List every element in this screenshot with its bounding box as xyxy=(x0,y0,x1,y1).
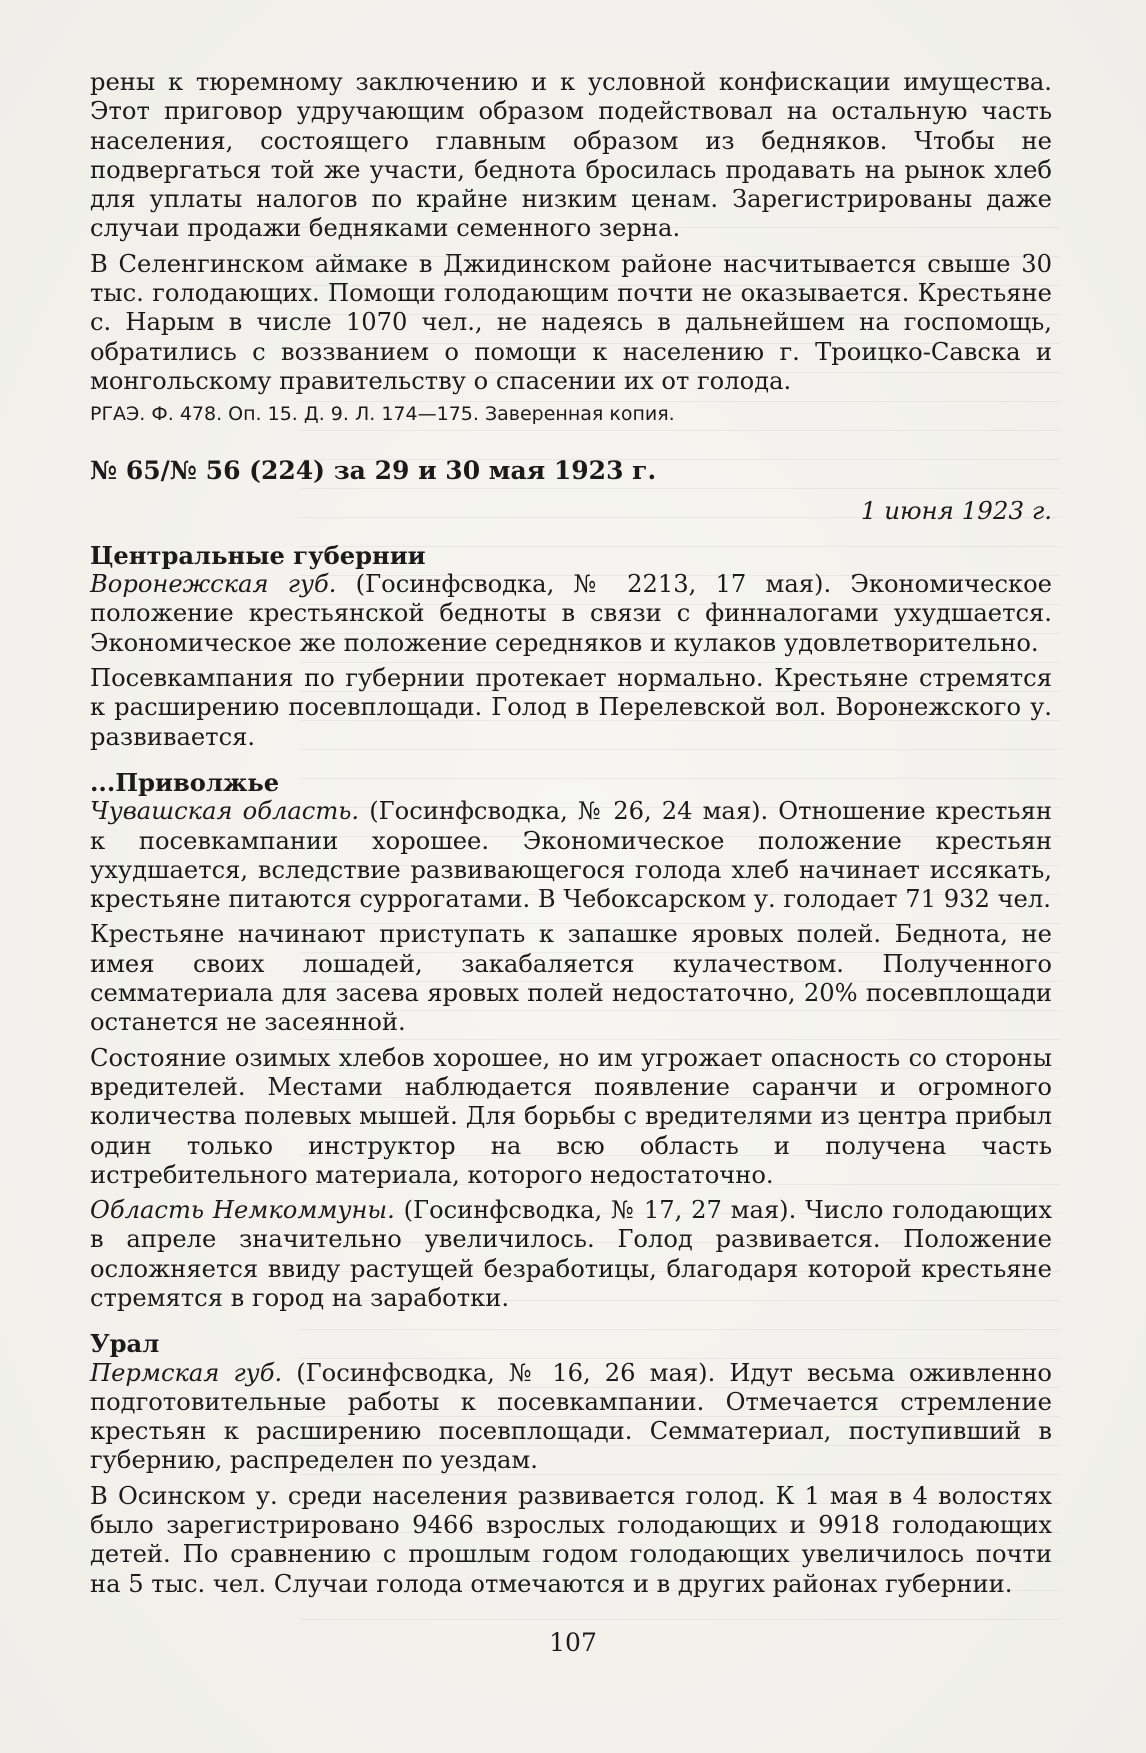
region-name: Чувашская область. xyxy=(90,797,360,826)
paragraph-text: (Госинфсводка, № 17, 27 мая). Число голодающих в апреле значительно увеличилось. Голод развивается. Положение осложняется ввиду растущей безработицы, благодаря которой крестьяне стремятся в город на заработки. xyxy=(90,1196,1052,1312)
paragraph-text: (Госинфсводка, № 16, 26 мая). Идут весьма оживленно подготовительные работы к посевкампании. Отмечается стремление крестьян к расширению посевплощади. Семматериал, поступивший в губернию, распределен по уездам. xyxy=(90,1358,1052,1475)
section-title-central: Центральные губернии xyxy=(90,540,426,570)
region-name: Воронежская губ. xyxy=(90,570,337,599)
paragraph-perm xyxy=(90,1359,1052,1476)
region-name: Пермская губ. xyxy=(90,1358,283,1387)
text-column xyxy=(90,68,1052,1599)
paragraph-chuvash xyxy=(90,797,1052,914)
paragraph-voronezh xyxy=(90,570,1052,658)
page-number: 107 xyxy=(549,1628,597,1657)
paragraph-nemkommuna xyxy=(90,1196,1052,1313)
section-title-volga: ...Приволжье xyxy=(90,767,280,797)
paragraph-text: (Госинфсводка, № 26, 24 мая). Отношение крестьян к посевкампании хорошее. Экономическое положение крестьян ухудшается, вследствие развивающегося голода хлеб начинает иссякать, крестьяне питаются суррогатами. В Чебоксарском у. голодает 71 932 чел. xyxy=(90,797,1052,914)
paragraph-voronezh-2: Посевкампания по губернии протекает нормально. Крестьяне стремятся к расширению посевплощади. Голод в Перелевской вол. Воронежского у. развивается. xyxy=(90,664,1052,751)
document-header: № 65/№ 56 (224) за 29 и 30 мая 1923 г. xyxy=(90,456,657,486)
paragraph-text: (Госинфсводка, № 2213, 17 мая). Экономическое положение крестьянской бедноты в связи с финналогами ухудшается. Экономическое же положение середняков и кулаков удовлетворительно. xyxy=(90,570,1052,657)
paragraph-osinsky: В Осинском у. среди населения развивается голод. К 1 мая в 4 волостях было зарегистрировано 9466 взрослых голодающих и 9918 голодающих детей. По сравнению с прошлым годом голодающих увеличилось почти на 5 тыс. чел. Случаи голода отмечаются и в других районах губернии. xyxy=(90,1481,1052,1598)
archive-source-note: РГАЭ. Ф. 478. Оп. 15. Д. 9. Л. 174—175. Заверенная копия. xyxy=(90,403,675,426)
document-date: 1 июня 1923 г. xyxy=(860,495,1052,525)
paragraph-selenga: В Селенгинском аймаке в Джидинском районе насчитывается свыше 30 тыс. голодающих. Помощи голодающим почти не оказывается. Крестьяне с. Нарым в числе 1070 чел., не надеясь в дальнейшем на госпомощь, обратились с воззванием о помощи к населению г. Троицко-Савска и монгольскому правительству о спасении их от голода. xyxy=(90,249,1052,395)
section-title-ural: Урал xyxy=(90,1329,160,1359)
paragraph-continuation: рены к тюремному заключению и к условной конфискации имущества. Этот приговор удручающим образом подействовал на остальную часть населения, состоящего главным образом из бедняков. Чтобы не подвергаться той же участи, беднота бросилась продавать на рынок хлеб для уплаты налогов по крайне низким ценам. Зарегистрированы даже случаи продажи бедняками семенного зерна. xyxy=(90,68,1052,243)
paragraph-chuvash-2: Крестьяне начинают приступать к запашке яровых полей. Беднота, не имея своих лошадей, закабаляется кулачеством. Полученного семматериала для засева яровых полей недостаточно, 20% посевплощади останется не засеянной. xyxy=(90,920,1052,1037)
paragraph-chuvash-3: Состояние озимых хлебов хорошее, но им угрожает опасность со стороны вредителей. Местами наблюдается появление саранчи и огромного количества полевых мышей. Для борьбы с вредителями из центра прибыл один только инструктор на всю область и получена часть истребительного материала, которого недостаточно. xyxy=(90,1043,1052,1189)
region-name: Область Немкоммуны. xyxy=(90,1196,395,1225)
